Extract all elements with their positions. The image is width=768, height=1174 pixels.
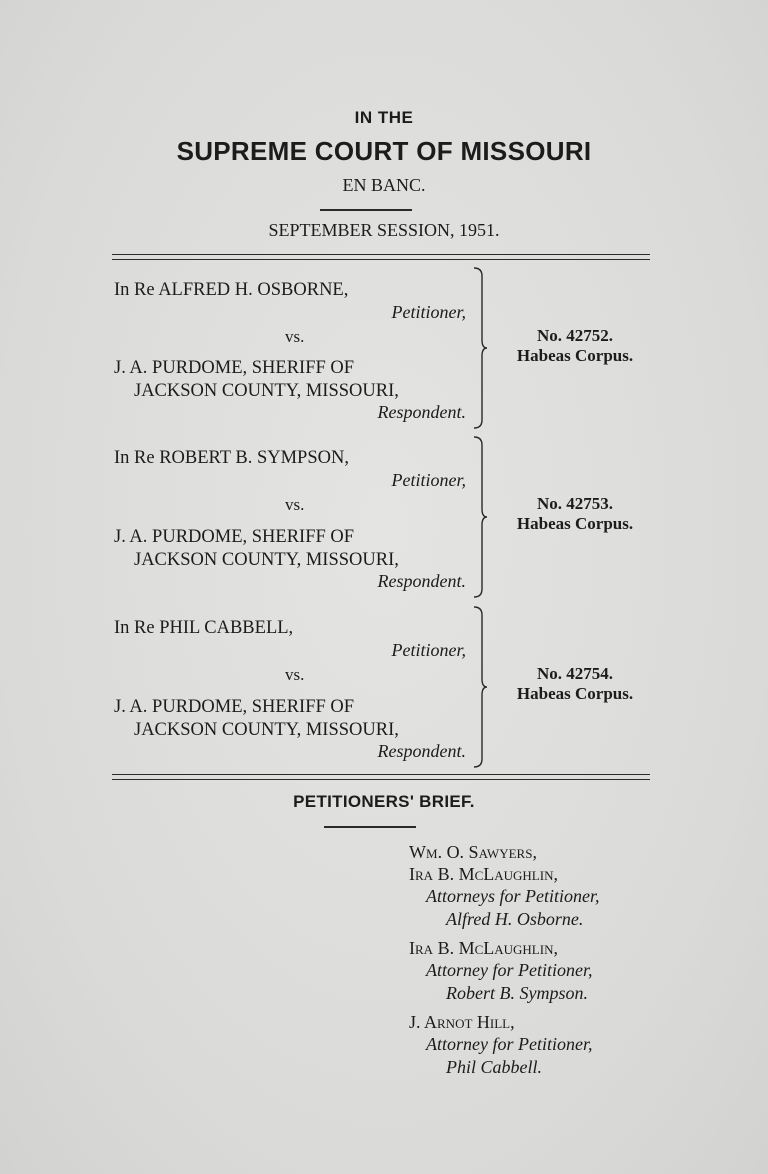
case-respondent-role: Respondent. <box>377 741 466 761</box>
case-vs: vs. <box>285 665 305 684</box>
case-vs: vs. <box>285 495 305 514</box>
case-respondent-line2: JACKSON COUNTY, MISSOURI, <box>134 381 399 401</box>
court-title: SUPREME COURT OF MISSOURI <box>176 136 592 166</box>
double-rule-top <box>112 254 650 260</box>
case-brace <box>472 266 488 430</box>
attorney-name: J. ARNOT HILL, <box>409 1012 515 1032</box>
attorney-role: Attorneys for Petitioner, <box>426 886 600 906</box>
court-division: EN BANC. <box>342 175 426 195</box>
case-type: Habeas Corpus. <box>516 346 634 365</box>
case-respondent-role: Respondent. <box>377 571 466 591</box>
attorney-role: Attorney for Petitioner, <box>426 960 593 980</box>
case-brace <box>472 605 488 769</box>
case-respondent-line2: JACKSON COUNTY, MISSOURI, <box>134 550 399 570</box>
case-type: Habeas Corpus. <box>516 684 634 703</box>
attorney-client: Phil Cabbell. <box>446 1057 542 1077</box>
case-petitioner: In Re ALFRED H. OSBORNE, <box>114 280 349 300</box>
case-type: Habeas Corpus. <box>516 514 634 533</box>
case-brace <box>472 435 488 599</box>
brief-rule <box>324 826 416 828</box>
case-number: No. 42753. <box>536 494 614 513</box>
case-petitioner-role: Petitioner, <box>391 640 466 660</box>
session-line: SEPTEMBER SESSION, 1951. <box>268 220 500 240</box>
attorney-name: IRA B. MCLAUGHLIN, <box>409 864 558 884</box>
case-petitioner-role: Petitioner, <box>391 470 466 490</box>
case-respondent-line1: J. A. PURDOME, SHERIFF OF <box>114 358 355 378</box>
attorney-client: Alfred H. Osborne. <box>446 909 584 929</box>
double-rule-bottom <box>112 774 650 780</box>
attorney-client: Robert B. Sympson. <box>446 983 588 1003</box>
case-respondent-line1: J. A. PURDOME, SHERIFF OF <box>114 697 355 717</box>
case-number: No. 42754. <box>536 664 614 683</box>
header-rule <box>320 209 412 211</box>
attorney-name: WM. O. SAWYERS, <box>409 842 537 862</box>
brief-title: PETITIONERS' BRIEF. <box>293 792 475 811</box>
attorney-role: Attorney for Petitioner, <box>426 1034 593 1054</box>
case-petitioner: In Re PHIL CABBELL, <box>114 618 294 638</box>
case-respondent-line2: JACKSON COUNTY, MISSOURI, <box>134 720 399 740</box>
case-petitioner-role: Petitioner, <box>391 302 466 322</box>
case-respondent-line1: J. A. PURDOME, SHERIFF OF <box>114 527 355 547</box>
case-petitioner: In Re ROBERT B. SYMPSON, <box>114 448 349 468</box>
case-respondent-role: Respondent. <box>377 402 466 422</box>
header-in-the: IN THE <box>354 108 414 127</box>
case-number: No. 42752. <box>536 326 614 345</box>
case-vs: vs. <box>285 327 305 346</box>
attorney-name: IRA B. MCLAUGHLIN, <box>409 938 558 958</box>
